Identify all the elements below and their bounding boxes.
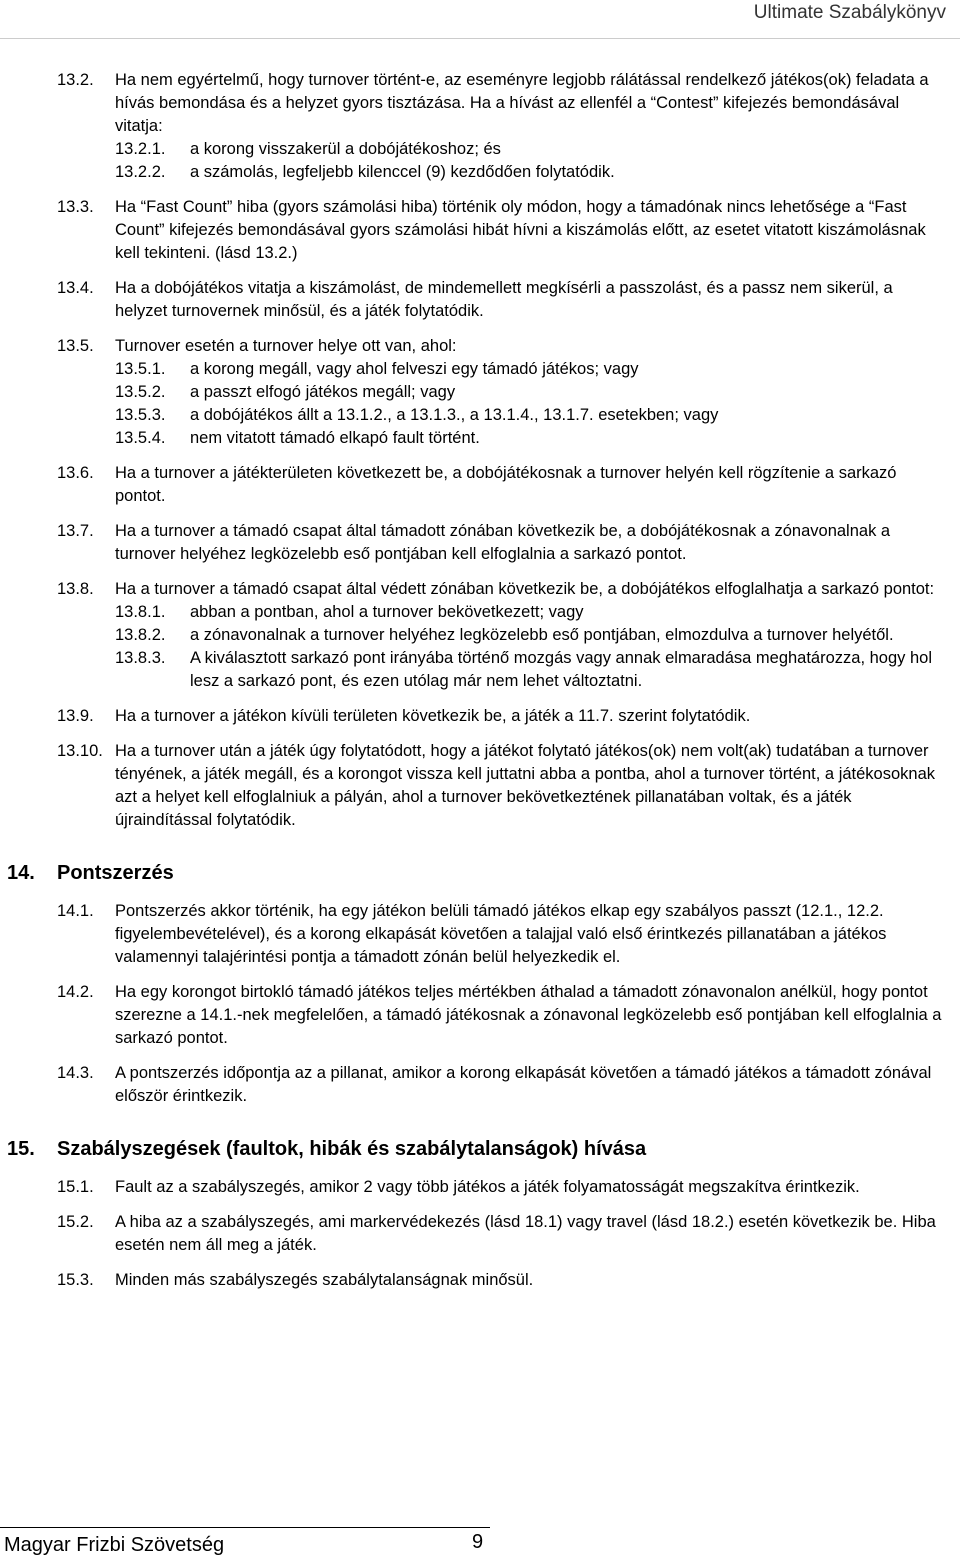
sub-rule-text: a számolás, legfeljebb kilenccel (9) kezdődően folytatódik. xyxy=(190,163,615,181)
sub-rule-text: a korong megáll, vagy ahol felveszi egy támadó játékos; vagy xyxy=(190,360,639,378)
sub-rule xyxy=(115,427,947,450)
sub-rule xyxy=(115,601,947,624)
document-header-title: Ultimate Szabálykönyv xyxy=(753,2,946,23)
rule-text: Pontszerzés akkor történik, ha egy játékon belüli támadó játékos elkap egy szabályos passzt (12.1., 12.2. figyelembevételével), és a korong elkapását követően a talajjal való első érintkezés pillanatában a játékos valamennyi talajérintési pontja a támadott zónán belül helyezkedik el. xyxy=(115,902,887,966)
rule-number: 15.2. xyxy=(57,1213,94,1231)
sub-rule-number: 13.8.2. xyxy=(115,626,166,644)
sub-rule xyxy=(115,647,947,693)
rule-item xyxy=(57,578,947,693)
rule-number: 15.1. xyxy=(57,1178,94,1196)
rule-number: 15.3. xyxy=(57,1271,94,1289)
rule-item xyxy=(57,1211,947,1257)
sub-rule-text: a dobójátékos állt a 13.1.2., a 13.1.3., a 13.1.4., 13.1.7. esetekben; vagy xyxy=(190,406,719,424)
rule-text: A hiba az a szabályszegés, ami markervédekezés (lásd 18.1) vagy travel (lásd 18.2.) esetén következik be. Hiba esetén nem áll meg a játék. xyxy=(115,1213,936,1254)
section-title: Pontszerzés xyxy=(57,862,174,884)
section-number: 15. xyxy=(7,1138,35,1160)
rule-text: Turnover esetén a turnover helye ott van, ahol: xyxy=(115,337,457,355)
section-heading xyxy=(7,860,947,886)
page-number: 9 xyxy=(472,1531,484,1553)
sub-rule-number: 13.5.2. xyxy=(115,383,166,401)
footer-organization: Magyar Frizbi Szövetség xyxy=(4,1534,225,1556)
rule-item xyxy=(57,69,947,184)
rule-number: 13.2. xyxy=(57,71,94,89)
rule-text: Ha egy korongot birtokló támadó játékos teljes mértékben áthalad a támadott zónavonalon anélkül, hogy pontot szerezne a 14.1.-nek megfelelően, a támadó játékosnak a zónavonal legközelebb eső pontjában kell elfoglalnia a sarkazó pontot. xyxy=(115,983,942,1047)
rule-text: Ha a dobójátékos vitatja a kiszámolást, de mindemellett megkísérli a passzolást, és a passz nem sikerül, a helyzet turnovernek minősül, és a játék folytatódik. xyxy=(115,279,893,320)
rule-text: Fault az a szabályszegés, amikor 2 vagy több játékos a játék folyamatosságát megszakítva érintkezik. xyxy=(115,1178,860,1196)
rule-number: 13.6. xyxy=(57,464,94,482)
section-number: 14. xyxy=(7,862,35,884)
rule-number: 13.9. xyxy=(57,707,94,725)
rule-item xyxy=(57,981,947,1050)
rule-item xyxy=(57,335,947,450)
sub-rule-text: a zónavonalnak a turnover helyéhez legközelebb eső pontjában, elmozdulva a turnover helyétől. xyxy=(190,626,894,644)
sub-rule-number: 13.8.1. xyxy=(115,603,166,621)
sub-rule xyxy=(115,138,947,161)
rule-number: 13.10. xyxy=(57,742,103,760)
sub-rule-text: nem vitatott támadó elkapó fault történt. xyxy=(190,429,480,447)
sub-rule-number: 13.5.4. xyxy=(115,429,166,447)
rule-number: 14.2. xyxy=(57,983,94,1001)
rule-text: Minden más szabályszegés szabálytalanságnak minősül. xyxy=(115,1271,534,1289)
rule-number: 14.3. xyxy=(57,1064,94,1082)
rule-text: Ha a turnover a támadó csapat által védett zónában következik be, a dobójátékos elfoglalhatja a sarkazó pontot: xyxy=(115,580,935,598)
rule-number: 13.5. xyxy=(57,337,94,355)
sub-rule-number: 13.2.1. xyxy=(115,140,166,158)
sub-rule-number: 13.2.2. xyxy=(115,163,166,181)
sub-rule-number: 13.8.3. xyxy=(115,649,166,667)
rule-item xyxy=(57,1176,947,1199)
rule-text: Ha a turnover a játékterületen következett be, a dobójátékosnak a turnover helyén kell rögzítenie a sarkazó pontot. xyxy=(115,464,897,505)
header-divider xyxy=(0,38,960,39)
sub-rule-number: 13.5.1. xyxy=(115,360,166,378)
rule-item xyxy=(57,900,947,969)
rule-item xyxy=(57,277,947,323)
rule-item xyxy=(57,1269,947,1292)
sub-rule-text: abban a pontban, ahol a turnover bekövetkezett; vagy xyxy=(190,603,584,621)
sub-rule-text: a korong visszakerül a dobójátékoshoz; és xyxy=(190,140,501,158)
rule-text: Ha a turnover után a játék úgy folytatódott, hogy a játékot folytató játékos(ok) nem volt(ak) tudatában a turnover tényének, a játék megáll, és a korongot vissza kell juttatni abba a pontba, ahol a turnover történt, a játékosoknak azt a helyet kell elfoglalniuk a pályán, ahol a turnover bekövetkeztének pillanatában voltak, és a játék újraindítással folytatódik. xyxy=(115,742,935,829)
rule-item xyxy=(57,196,947,265)
sub-rule xyxy=(115,381,947,404)
rule-number: 13.7. xyxy=(57,522,94,540)
rule-item xyxy=(57,740,947,832)
rule-item xyxy=(57,1062,947,1108)
rule-text: A pontszerzés időpontja az a pillanat, amikor a korong elkapását követően a támadó játékos a támadott zónával először érintkezik. xyxy=(115,1064,932,1105)
rule-item xyxy=(57,520,947,566)
sub-rule xyxy=(115,358,947,381)
rule-text: Ha nem egyértelmű, hogy turnover történt-e, az eseményre legjobb rálátással rendelkező játékos(ok) feladata a hívás bemondása és a helyzet gyors tisztázása. Ha a hívást az ellenfél a “Contest” kifejezés bemondásával vitatja: xyxy=(115,71,929,135)
rule-text: Ha a turnover a játékon kívüli területen következik be, a játék a 11.7. szerint folytatódik. xyxy=(115,707,751,725)
sub-rule xyxy=(115,404,947,427)
section-title: Szabályszegések (faultok, hibák és szabálytalanságok) hívása xyxy=(57,1138,647,1160)
sub-rule-text: A kiválasztott sarkazó pont irányába történő mozgás vagy annak elmaradása meghatározza, hogy hol lesz a sarkazó pont, és ezen utólag már nem lehet változtatni. xyxy=(190,649,933,690)
rule-number: 14.1. xyxy=(57,902,94,920)
rule-number: 13.4. xyxy=(57,279,94,297)
sub-rule xyxy=(115,161,947,184)
rule-text: Ha “Fast Count” hiba (gyors számolási hiba) történik oly módon, hogy a támadónak nincs lehetősége a “Fast Count” kifejezés bemondásával gyors számolási hibát hívni a kiszámolás előtt, az esetet vitatott kiszámolásnak kell tekinteni. (lásd 13.2.) xyxy=(115,198,926,262)
rule-text: Ha a turnover a támadó csapat által támadott zónában következik be, a dobójátékosnak a zónavonalnak a turnover helyéhez legközelebb eső pontjában kell elfoglalnia a sarkazó pontot. xyxy=(115,522,891,563)
sub-rule-text: a passzt elfogó játékos megáll; vagy xyxy=(190,383,456,401)
sub-rule xyxy=(115,624,947,647)
sub-rule-number: 13.5.3. xyxy=(115,406,166,424)
rule-number: 13.8. xyxy=(57,580,94,598)
section-heading xyxy=(7,1136,947,1162)
document-body xyxy=(7,69,947,1304)
footer-divider xyxy=(0,1527,490,1528)
rule-number: 13.3. xyxy=(57,198,94,216)
rule-item xyxy=(57,705,947,728)
rule-item xyxy=(57,462,947,508)
